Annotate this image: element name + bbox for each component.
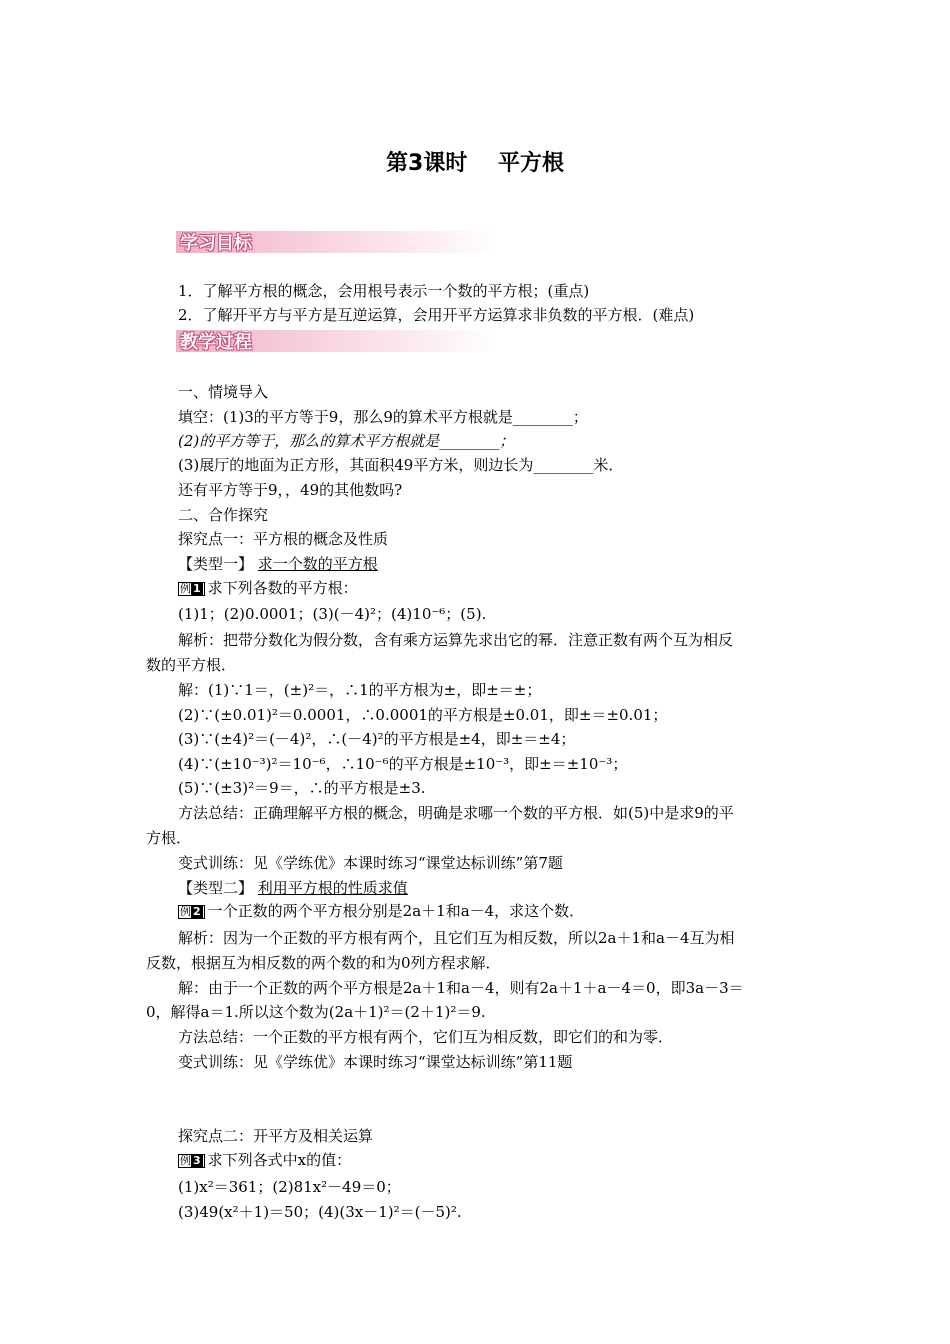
text-line: (1)x²＝361；(2)81x²－49＝0； bbox=[178, 1178, 401, 1196]
goals-banner bbox=[176, 231, 498, 253]
type-label: 【类型二】 bbox=[178, 879, 254, 897]
text-line: (2)∵(±0.01)²＝0.0001，∴0.0001的平方根是±0.01，即±＝±0.01； bbox=[178, 706, 668, 724]
text-line: 变式训练：见《学练优》本课时练习“课堂达标训练”第7题 bbox=[178, 854, 563, 872]
text-line: 还有平方等于9，，49的其他数吗? bbox=[178, 481, 403, 499]
text-line: (2)的平方等于，那么的算术平方根就是________； bbox=[178, 432, 515, 450]
example-3-line bbox=[178, 1150, 351, 1170]
example-1-line bbox=[178, 578, 358, 598]
type-label: 【类型一】 bbox=[178, 555, 254, 573]
subsection-heading: 探究点一：平方根的概念及性质 bbox=[178, 530, 389, 548]
process-banner bbox=[176, 330, 498, 352]
text-line: 方法总结：正确理解平方根的概念，明确是求哪一个数的平方根．如(5)中是求9的平 bbox=[178, 804, 734, 822]
text-line: 方法总结：一个正数的平方根有两个，它们互为相反数，即它们的和为零． bbox=[178, 1028, 674, 1046]
page-title bbox=[0, 146, 950, 177]
section-heading: 二、合作探究 bbox=[178, 506, 269, 524]
example-text: 求下列各式中x的值： bbox=[207, 1151, 352, 1169]
text-line: 0，解得a＝1.所以这个数为(2a＋1)²＝(2＋1)²＝9. bbox=[146, 1003, 486, 1021]
text-line: 解析：因为一个正数的平方根有两个，且它们互为相反数，所以2a＋1和a－4互为相 bbox=[178, 929, 735, 947]
section-heading: 一、情境导入 bbox=[178, 383, 269, 401]
text-line: (3)∵(±4)²＝(－4)²，∴(－4)²的平方根是±4，即±＝±4； bbox=[178, 730, 576, 748]
text-line: 填空：(1)3的平方等于9，那么9的算术平方根就是________； bbox=[178, 408, 588, 426]
text-line: 解析：把带分数化为假分数，含有乘方运算先求出它的幂．注意正数有两个互为相反 bbox=[178, 631, 734, 649]
example-badge: 例 2 bbox=[178, 905, 205, 919]
example-text: 求下列各数的平方根： bbox=[207, 579, 358, 597]
example-2-line bbox=[178, 901, 584, 921]
text-line: 变式训练：见《学练优》本课时练习“课堂达标训练”第11题 bbox=[178, 1053, 573, 1071]
text-line: 解：由于一个正数的两个平方根是2a＋1和a－4，则有2a＋1＋a－4＝0，即3a－3＝ bbox=[178, 979, 744, 997]
example-badge: 例 1 bbox=[178, 582, 205, 596]
subsection-heading: 探究点二：开平方及相关运算 bbox=[178, 1127, 374, 1145]
type-heading bbox=[178, 878, 408, 898]
example-text: 一个正数的两个平方根分别是2a＋1和a－4，求这个数． bbox=[207, 902, 585, 920]
text-line: 方根． bbox=[146, 829, 192, 847]
text-line: (4)∵(±10⁻³)²＝10⁻⁶，∴10⁻⁶的平方根是±10⁻³，即±＝±10⁻³； bbox=[178, 755, 628, 773]
example-badge: 例 3 bbox=[178, 1154, 205, 1168]
process-banner-text: 教学过程 bbox=[180, 332, 252, 353]
text-line: (1)1；(2)0.0001；(3)(－4)²；(4)10⁻⁶；(5). bbox=[178, 605, 487, 623]
text-line: 数的平方根． bbox=[146, 656, 237, 674]
goal-1: 1．了解平方根的概念，会用根号表示一个数的平方根；(重点) bbox=[178, 282, 590, 300]
text-line: (5)∵(±3)²＝9＝，∴的平方根是±3. bbox=[178, 779, 426, 797]
lesson-topic: 平方根 bbox=[497, 151, 564, 176]
text-line: 反数，根据互为相反数的两个数的和为0列方程求解． bbox=[146, 954, 501, 972]
text-line: (3)展厅的地面为正方形，其面积49平方米，则边长为________米． bbox=[178, 456, 624, 474]
goals-banner-text: 学习目标 bbox=[180, 233, 252, 254]
text-line: 解：(1)∵1＝，(±)²＝，∴1的平方根为±，即±＝±； bbox=[178, 681, 542, 699]
lesson-number: 第3课时 bbox=[386, 151, 468, 176]
type-title: 利用平方根的性质求值 bbox=[257, 879, 408, 897]
type-heading bbox=[178, 554, 378, 574]
type-title: 求一个数的平方根 bbox=[257, 555, 378, 573]
goal-2: 2．了解开平方与平方是互逆运算，会用开平方运算求非负数的平方根．(难点) bbox=[178, 306, 695, 324]
text-line: (3)49(x²＋1)＝50；(4)(3x－1)²＝(－5)². bbox=[178, 1203, 462, 1221]
